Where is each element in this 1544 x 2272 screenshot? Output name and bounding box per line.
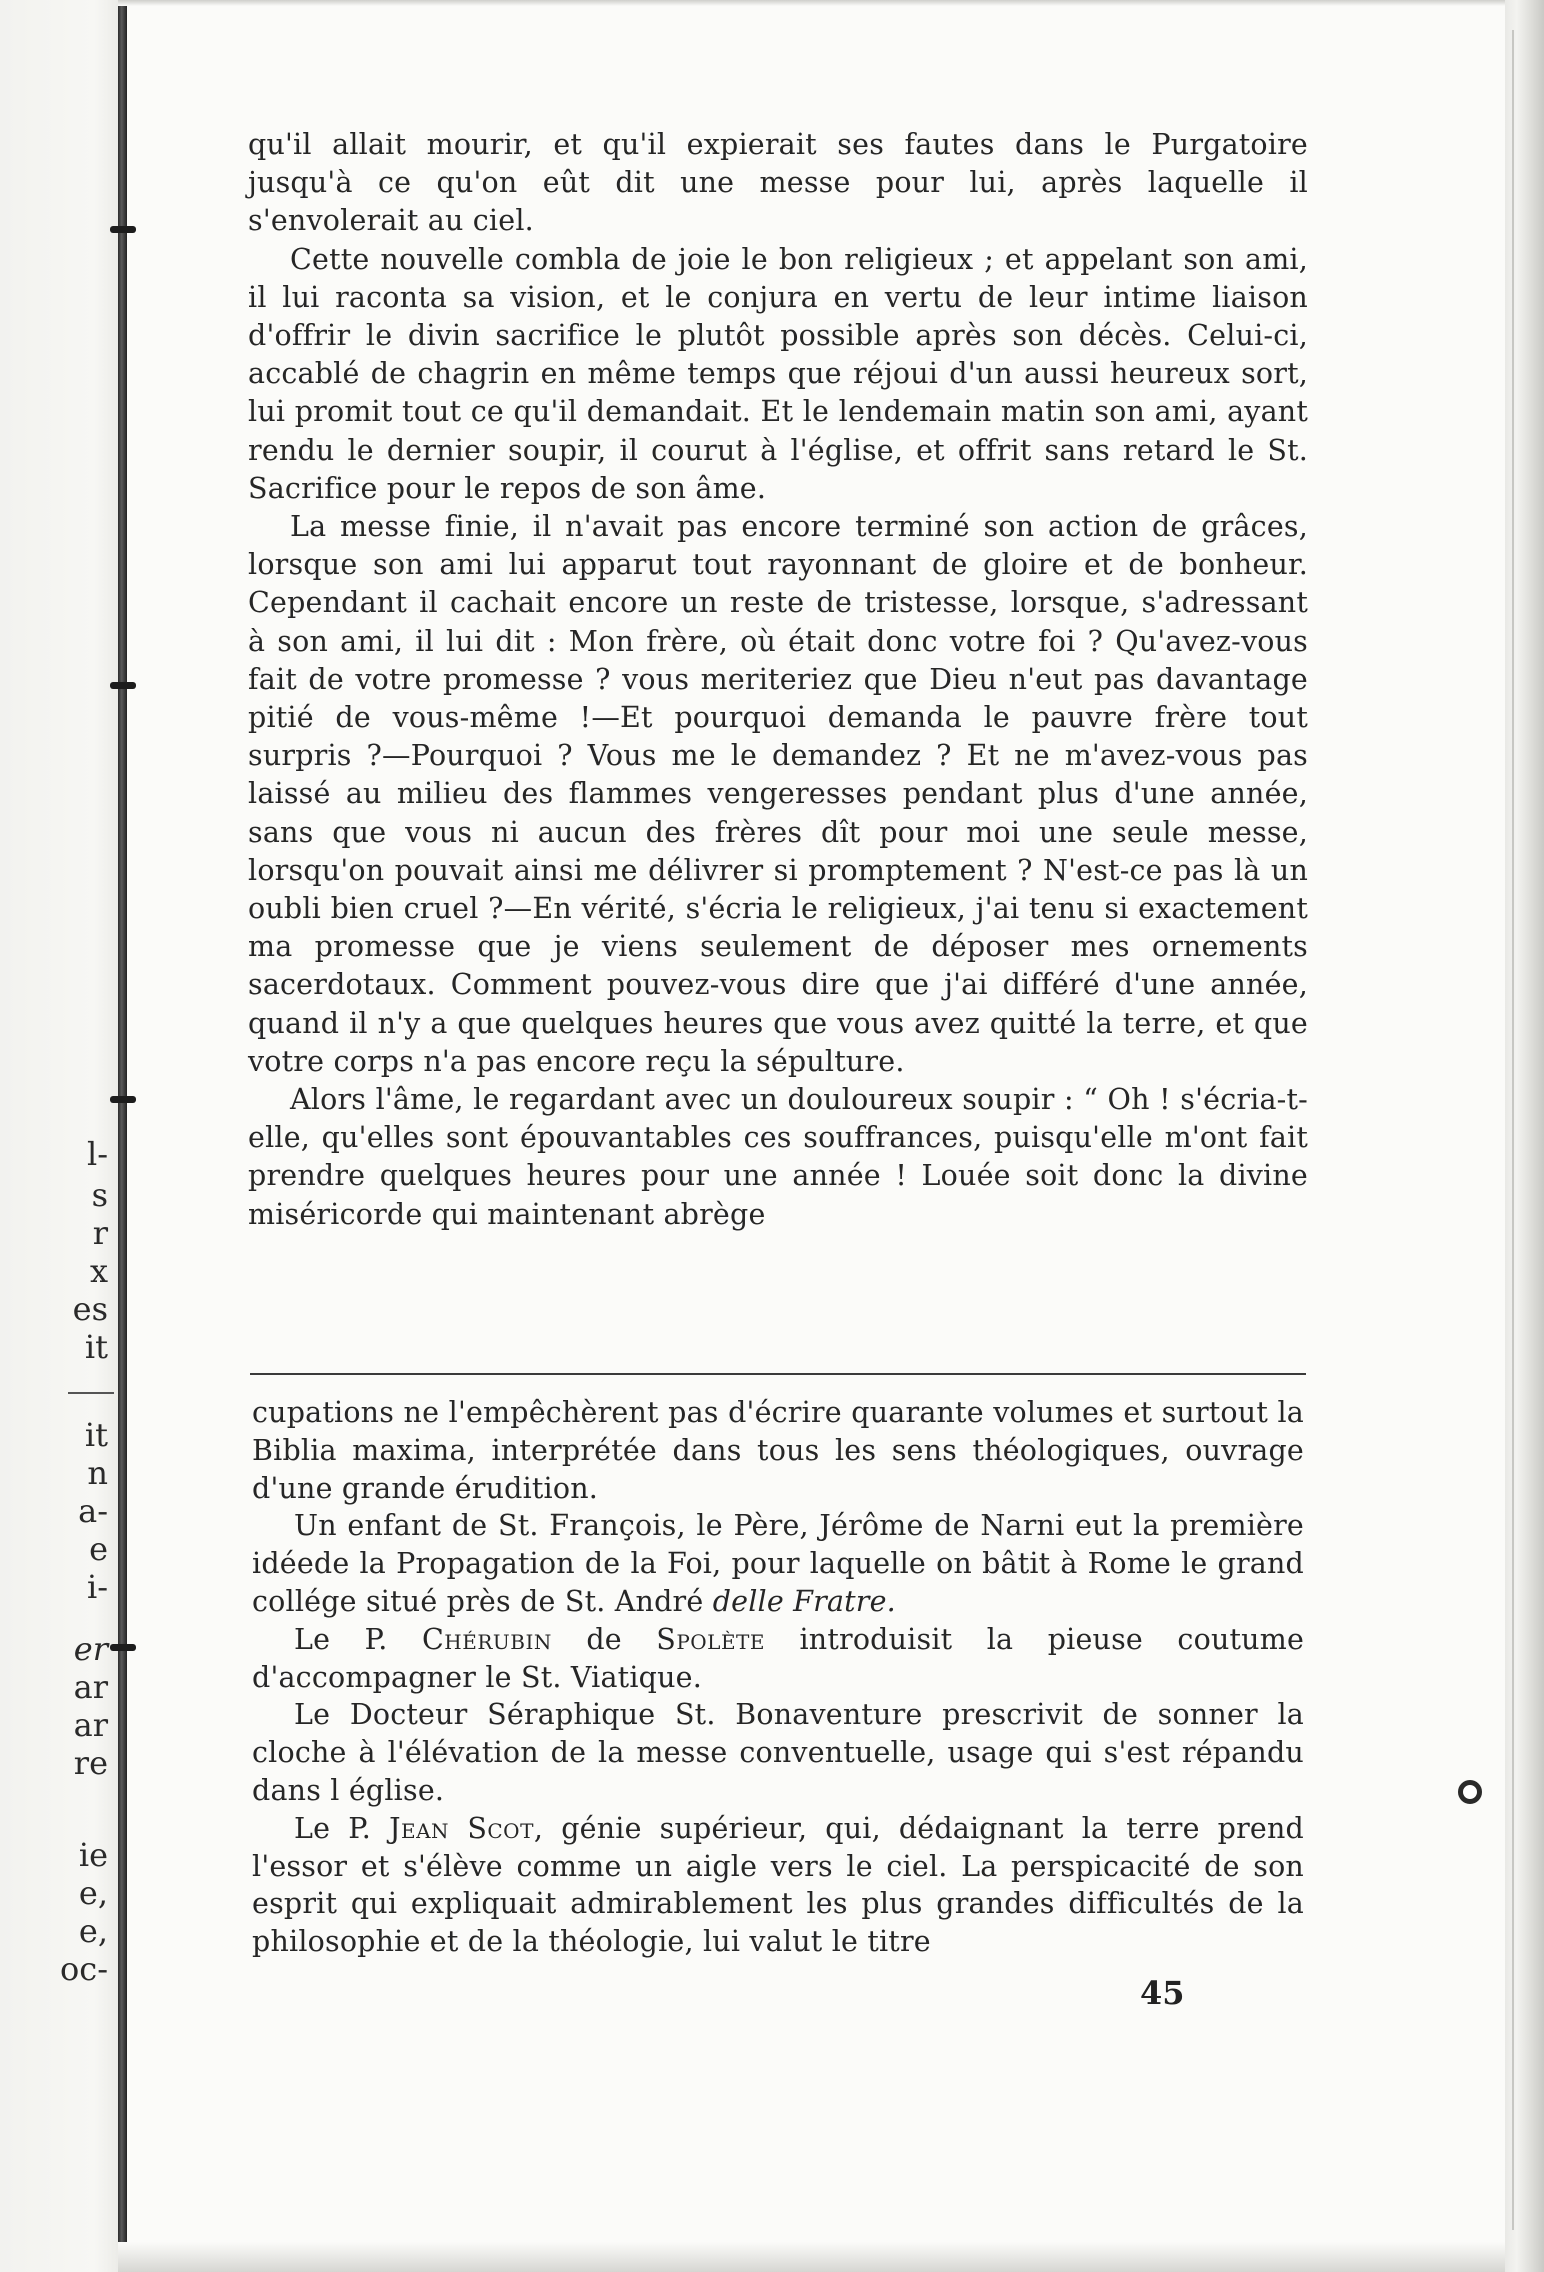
bottom-edge-shadow <box>118 2242 1544 2272</box>
fragment: r <box>92 1214 108 1252</box>
footnote-text: de <box>586 1622 622 1656</box>
previous-page-fragments <box>8 0 108 2272</box>
fragment: it <box>84 1328 108 1366</box>
fragment: ar <box>73 1706 108 1744</box>
fragment: e, <box>78 1874 108 1912</box>
fragment: re <box>73 1744 108 1782</box>
page-number: 45 <box>1140 1974 1185 2012</box>
fragment: x <box>89 1252 108 1290</box>
binding-stitch <box>110 1096 136 1103</box>
fragment: er <box>73 1630 108 1668</box>
fragment: oc- <box>60 1950 108 1988</box>
paragraph: qu'il allait mourir, et qu'il expierait ses fautes dans le Purgatoire jusqu'à ce qu'on eût dit une messe pour lui, après laquelle il s'envolerait au ciel. <box>248 128 1308 238</box>
fragment: s <box>91 1176 108 1214</box>
right-page-edge <box>1505 0 1544 2272</box>
binding-line <box>118 0 127 2272</box>
binding-stitch <box>110 1644 136 1651</box>
footnote-text: Le P. <box>294 1622 388 1656</box>
fragment: n <box>87 1454 108 1492</box>
fragment: a- <box>78 1492 108 1530</box>
page-hole-mark <box>1458 1780 1482 1804</box>
fragment: e, <box>78 1912 108 1950</box>
fragment: i- <box>86 1568 108 1606</box>
footnote-divider <box>250 1373 1306 1375</box>
footnote-text: introduisit la pieuse coutume d'accompagner le St. Viatique. <box>252 1622 1305 1694</box>
binding-stitch <box>110 226 136 233</box>
fragment: l- <box>86 1135 108 1173</box>
footnote-paragraph: cupations ne l'empêchèrent pas d'écrire quarante volumes et surtout la Biblia maxima, interprétée dans tous les sens théologiques, ouvrage d'une grande érudition. <box>252 1396 1304 1505</box>
person-name: Jean Scot <box>389 1811 534 1845</box>
previous-page-rule <box>68 1392 114 1394</box>
footnote-paragraph <box>252 1810 1304 1961</box>
footnote-paragraph <box>252 1621 1304 1697</box>
footnote-text: Un enfant de St. François, le Père, Jérôme de Narni eut la première idéede la Propagation de la Foi, pour laquelle on bâtit à Rome le grand collége situé près de St. André <box>252 1509 1304 1618</box>
fragment: es <box>72 1290 108 1328</box>
footnote-text: Le P. <box>294 1811 372 1845</box>
fragment: it <box>84 1416 108 1454</box>
place-name: Spolète <box>656 1622 765 1656</box>
footnote-paragraph: Le Docteur Séraphique St. Bonaventure prescrivit de sonner la cloche à l'élévation de la messe conventuelle, usage qui s'est répandu dans l église. <box>252 1698 1304 1807</box>
fragment: ie <box>78 1836 108 1874</box>
footnote <box>252 1394 1304 1961</box>
footnote-text: , génie supérieur, qui, dédaignant la terre prend l'essor et s'élève comme un aigle vers le ciel. La perspicacité de son esprit qui expliquait admirablement les plus grandes difficultés de la philosophie et de la théologie, lui valut le titre <box>252 1811 1304 1959</box>
paragraph: Cette nouvelle combla de joie le bon religieux ; et appelant son ami, il lui raconta sa vision, et le conjura en vertu de leur intime liaison d'offrir le divin sacrifice le plutôt possible après son décès. Celui-ci, accablé de chagrin en même temps que réjoui d'un aussi heureux sort, lui promit tout ce qu'il demandait. Et le lendemain matin son ami, ayant rendu le dernier soupir, il courut à l'église, et offrit sans retard le St. Sacrifice pour le repos de son âme. <box>248 242 1308 505</box>
person-name: Chérubin <box>421 1622 552 1656</box>
fragment: e <box>89 1530 108 1568</box>
main-text <box>248 126 1308 1234</box>
paragraph: La messe finie, il n'avait pas encore terminé son action de grâces, lorsque son ami lui apparut tout rayonnant de gloire et de bonheur. Cependant il cachait encore un reste de tristesse, lorsque, s'adressant à son ami, il lui dit : Mon frère, où était donc votre foi ? Qu'avez-vous fait de votre promesse ? vous meriteriez que Dieu n'eut pas davantage pitié de vous-même !—Et pourquoi demanda le pauvre frère tout surpris ?—Pourquoi ? Vous me le demandez ? Et ne m'avez-vous pas laissé au milieu des flammes vengeresses pendant plus d'une année, sans que vous ni aucun des frères dît pour moi une seule messe, lorsqu'on pouvait ainsi me délivrer si promptement ? N'est-ce pas là un oubli bien cruel ?—En vérité, s'écria le religieux, j'ai tenu si exactement ma promesse que je viens seulement de déposer mes ornements sacerdotaux. Comment pouvez-vous dire que j'ai différé d'une année, quand il n'y a que quelques heures que vous avez quitté la terre, et que votre corps n'a pas encore reçu la sépulture. <box>248 510 1308 1078</box>
footnote-paragraph <box>252 1507 1304 1620</box>
italic-term: delle Fratre. <box>712 1584 896 1618</box>
binding-stitch <box>110 682 136 689</box>
top-edge-shadow <box>118 0 1544 6</box>
paragraph: Alors l'âme, le regardant avec un douloureux soupir : “ Oh ! s'écria-t-elle, qu'elles sont épouvantables ces souffrances, puisqu'elle m'ont fait prendre quelques heures pour une année ! Louée soit donc la divine miséricorde qui maintenant abrège <box>248 1083 1308 1231</box>
fragment: ar <box>73 1668 108 1706</box>
right-page-edge-line <box>1512 30 1514 2230</box>
